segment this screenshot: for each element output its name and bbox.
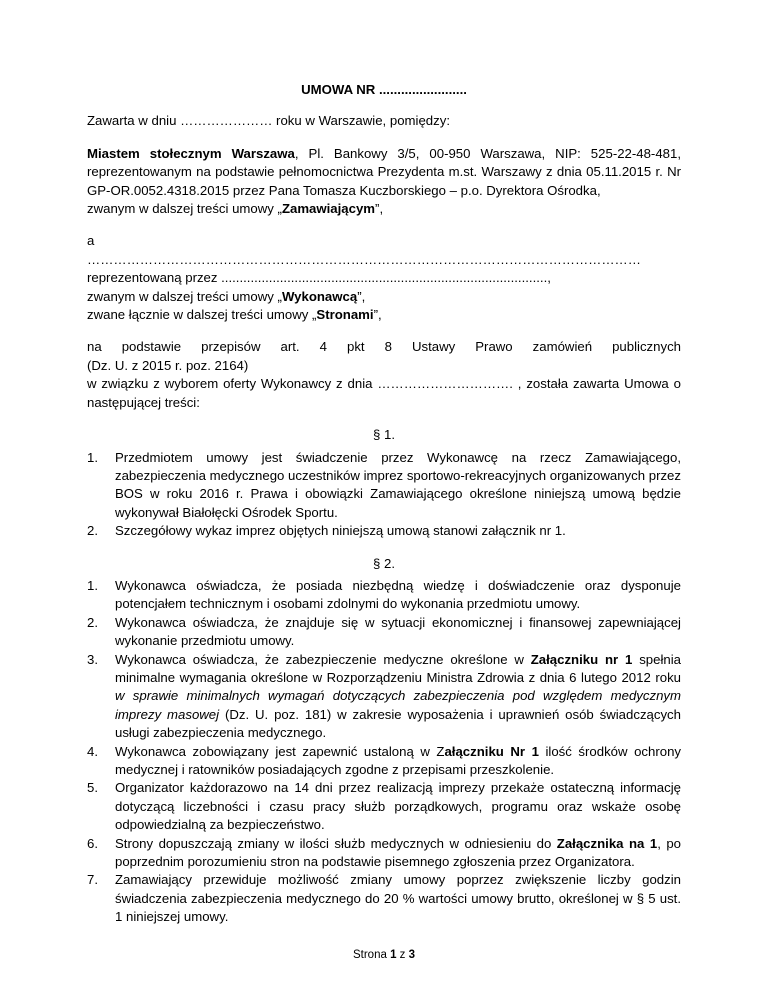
list-item: 2. Wykonawca oświadcza, że znajduje się w sytuacji ekonomicznej i finansowej zapewniającej wykonanie przedmiotu umowy. <box>87 614 681 649</box>
basis-line3: w związku z wyborem oferty Wykonawcy z dnia …………………………. , została zawarta Umowa o następującej treści: <box>87 376 681 410</box>
section-1-heading: § 1. <box>373 427 395 443</box>
party2-alias: zwanym w dalszej treści umowy „Wykonawcą”, <box>87 288 366 304</box>
list-item: 6. Strony dopuszczają zmiany w ilości służb medycznych w odniesieniu do Załącznika na 1, po poprzednim porozumieniu stron na podstawie pisemnego zgłoszenia przez Organizatora. <box>87 835 681 870</box>
party2-representation: reprezentowaną przez ........................................................................................., <box>87 270 551 286</box>
party1-name: Miastem stołecznym Warszawa <box>87 145 295 161</box>
basis-line1: na podstawie przepisów art. 4 pkt 8 Ustawy Prawo zamówień publicznych <box>87 339 681 355</box>
list-item: 1. Przedmiotem umowy jest świadczenie przez Wykonawcę na rzecz Zamawiającego, zabezpieczenia medycznego uczestników imprez sportowo-rekreacyjnych organizowanych przez BOS w roku 2016 r. Prawa i obowiązki Zamawiającego określone niniejszą umową będzie wykonywał Białołęcki Ośrodek Sportu. <box>87 449 681 520</box>
contract-title: UMOWA NR ........................ <box>301 82 467 97</box>
section-2-list <box>87 577 681 927</box>
party2-dots: ……………………………………………………………………………………………………………… <box>87 251 641 267</box>
list-item: 5. Organizator każdorazowo na 14 dni przez realizacją imprezy przekaże ostateczną informację dotyczącą liczebności i czasu pracy służb porządkowych, programu oraz wskaże osobę odpowiedzialną za bezpieczeństwo. <box>87 780 681 833</box>
basis-line2: (Dz. U. z 2015 r. poz. 2164) <box>87 357 249 373</box>
current-page-number: 1 <box>390 949 397 961</box>
party2-a: a <box>87 233 95 249</box>
list-item: 1. Wykonawca oświadcza, że posiada niezbędną wiedzę i doświadczenie oraz dysponuje potencjałem technicznym i osobami zdolnymi do wykonania przedmiotu umowy. <box>87 577 681 612</box>
parties-alias: zwane łącznie w dalszej treści umowy „Stronami”, <box>87 307 382 323</box>
page-footer: Strona 1 z 3 <box>352 949 416 961</box>
list-item: 2. Szczegółowy wykaz imprez objętych niniejszą umową stanowi załącznik nr 1. <box>87 523 566 539</box>
section-1-list <box>87 449 681 541</box>
total-pages-number: 3 <box>408 949 416 961</box>
party1-paragraph: Miastem stołecznym Warszawa, Pl. Bankowy 3/5, 00-950 Warszawa, NIP: 525-22-48-481, reprezentowanym na podstawie pełnomocnictwa Prezydenta m.st. Warszawy z dnia 05.11.2015 r. Nr GP-OR.0052.4318.2015 przez Pana Tomasza Kuczborskiego – p.o. Dyrektora Ośrodka, <box>87 145 681 198</box>
list-item: 7. Zamawiający przewiduje możliwość zmiany umowy poprzez zwiększenie liczby godzin świadczenia zabezpieczenia medycznego do 20 % wartości umowy brutto, określonej w § 5 ust. 1 niniejszej umowy. <box>87 872 681 925</box>
intro-line: Zawarta w dniu ………………… roku w Warszawie, pomiędzy: <box>87 113 450 129</box>
document-body <box>87 81 681 927</box>
list-item: 3. Wykonawca oświadcza, że zabezpieczenie medyczne określone w Załączniku nr 1 spełnia minimalne wymagania określone w Rozporządzeniu Ministra Zdrowia z dnia 6 lutego 2012 roku w sprawie minimalnych wymagań dotyczących zabezpieczenia pod względem medycznym imprezy masowej (Dz. U. poz. 181) w zakresie wyposażenia i uprawnień osób świadczących usługi zabezpieczenia medycznego. <box>87 651 681 741</box>
party1-alias: zwanym w dalszej treści umowy „Zamawiającym”, <box>87 201 384 217</box>
section-2-heading: § 2. <box>373 555 395 571</box>
list-item: 4. Wykonawca zobowiązany jest zapewnić ustaloną w Załączniku Nr 1 ilość środków ochrony medycznej i ratowników posiadających zgodne z przepisami przeszkolenie. <box>87 743 681 777</box>
